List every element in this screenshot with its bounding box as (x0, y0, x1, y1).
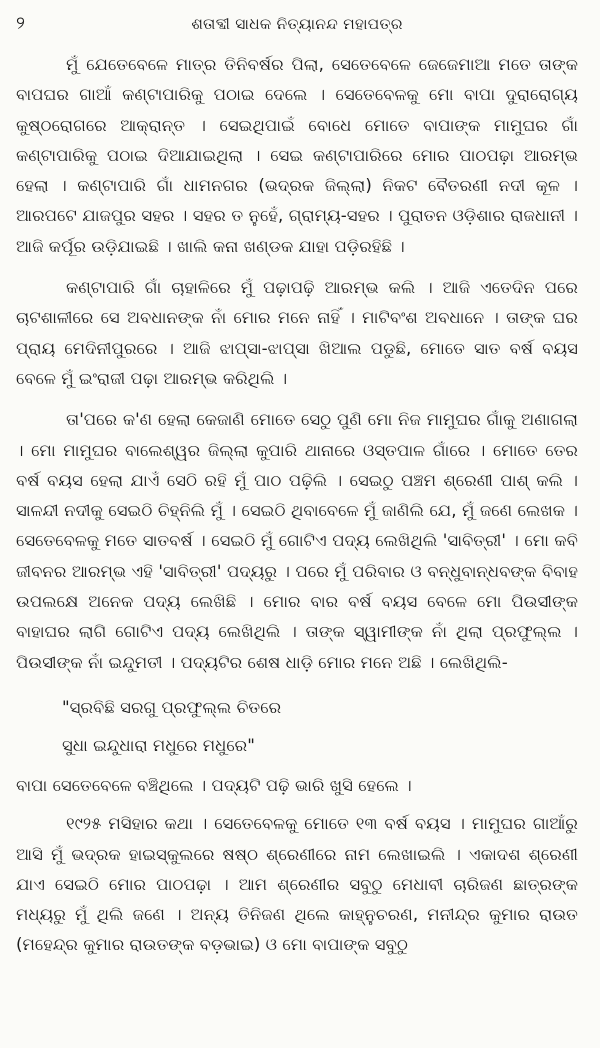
running-head (16, 14, 578, 50)
paragraph: କଣ୍ଟାପାରି ଗାଁ ଚାହାଳିରେ ମୁଁ ପଢ଼ାପଢ଼ି ଆରମ୍ଭ କଲି । ଆଜି ଏତେଦିନ ପରେ ଚାଟଶାଳୀରେ ସେ ଅବଧାନଙ୍କ ନାଁ ମୋର ମନେ ନାହିଁ । ମାଟିବଂଶ ଅବଧାନେ । ତାଙ୍କ ଘର ପ୍ରାୟ ମେଦିନୀପୁରରେ । ଆଜି ଝାପ୍‌ସା-ଝାପ୍‌ସା ଖିଆଲ ପଡୁଛି, ମୋତେ ସାତ ବର୍ଷ ବୟସ ବେଳେ ମୁଁ ଇଂରାଜୀ ପଢ଼ା ଆରମ୍ଭ କରିଥିଲି । (16, 278, 578, 388)
poem-line: "ସ୍ରବିଛି ସରଗୁ ପ୍ରଫୁଲ୍ଲ ଚିତରେ (62, 697, 282, 717)
paragraph: ମୁଁ ଯେତେବେଳେ ମାତ୍ର ତିନିବର୍ଷର ପିଲା, ସେତେବେଳେ ଜେଜେମାଆ ମତେ ତାଙ୍କ ବାପଘର ଗାଆଁ କଣ୍ଟାପାରିକୁ ପଠାଇ ଦେଲେ । ସେତେବେଳକୁ ମୋ ବାପା ଦୁରାରୋଗ୍ୟ କୁଷ୍ଠରୋଗରେ ଆକ୍ରାନ୍ତ । ସେଇଥିପାଇଁ ବୋଧେ ମୋତେ ବାପାଙ୍କ ମାମୁଘର ଗାଁ କଣ୍ଟାପାରିକୁ ପଠାଇ ଦିଆଯାଇଥିଲା । ସେଇ କଣ୍ଟାପାରିରେ ମୋର ପାଠପଢ଼ା ଆରମ୍ଭ ହେଲା । କଣ୍ଟାପାରି ଗାଁ ଧାମନଗର (ଭଦ୍ରକ ଜିଲ୍ଲା) ନିକଟ ବୈତରଣୀ ନଦୀ କୂଳ । ଆରପଟେ ଯାଜପୁର ସହର । ସହର ତ ନୁହେଁ, ଗ୍ରାମ୍ୟ-ସହର । ପୁରାତନ ଓଡ଼ିଶାର ରାଜଧାନୀ । ଆଜି କର୍ପୂର ଉଡ଼ିଯାଇଛି । ଖାଲି କନା ଖଣ୍ଡକ ଯାହା ପଡ଼ିରହିଛି । (16, 55, 578, 256)
paragraph: ବାପା ସେତେବେଳେ ବଞ୍ଚିଥିଲେ । ପଦ୍ୟଟି ପଢ଼ି ଭାରି ଖୁସି ହେଲେ । (16, 775, 412, 795)
paragraph: ତା'ପରେ କ'ଣ ହେଲା କେଜାଣି ମୋତେ ସେଠୁ ପୁଣି ମୋ ନିଜ ମାମୁଘର ଗାଁକୁ ଅଣାଗଲା । ମୋ ମାମୁଘର ବାଲେଶ୍ୱର ଜିଲ୍ଲା କୁପାରି ଥାନାରେ ଓସ୍ତପାଳ ଗାଁରେ । ମୋତେ ତେର ବର୍ଷ ବୟସ ହେଲା ଯାଏଁ ସେଠି ରହି ମୁଁ ପାଠ ପଢ଼ିଲି । ସେଇଠୁ ପଞ୍ଚମ ଶ୍ରେଣୀ ପାଶ୍ କଲି । ସାଳନ୍ଦୀ ନଦୀକୁ ସେଇଠି ଚିହ୍ନିଲି ମୁଁ । ସେଇଠି ଥିବାବେଳେ ମୁଁ ଜାଣିଲି ଯେ, ମୁଁ ଜଣେ ଲେଖକ । ସେତେବେଳକୁ ମତେ ସାତବର୍ଷ । ସେଇଠି ମୁଁ ଗୋଟିଏ ପଦ୍ୟ ଲେଖିଥିଲି 'ସାବିତ୍ରୀ' । ମୋ କବି ଜୀବନର ଆରମ୍ଭ ଏହି 'ସାବିତ୍ରୀ' ପଦ୍ୟରୁ । ପରେ ମୁଁ ପରିବାର ଓ ବନ୍ଧୁବାନ୍ଧବଙ୍କ ବିବାହ ଉପଲକ୍ଷେ ଅନେକ ପଦ୍ୟ ଲେଖିଛି । ମୋର ବାର ବର୍ଷ ବୟସ ବେଳେ ମୋ ପିଉସୀଙ୍କ ବାହାଘର ଲାଗି ଗୋଟିଏ ପଦ୍ୟ ଲେଖିଥିଲି । ତାଙ୍କ ସ୍ୱାମୀଙ୍କ ନାଁ ଥିଲା ପ୍ରଫୁଲ୍ଲ । ପିଉସୀଙ୍କ ନାଁ ଇନ୍ଦୁମତୀ । ପଦ୍ୟଟିର ଶେଷ ଧାଡ଼ି ମୋର ମନେ ଅଛି । ଲେଖିଥିଲି- (16, 410, 578, 672)
body-text (16, 50, 578, 961)
running-title: ଶତାବ୍ଦୀ ସାଧକ ନିତ୍ୟାନନ୍ଦ ମହାପତ୍ର (191, 15, 403, 33)
paragraph: ୧୯୨୫ ମସିହାର କଥା । ସେତେବେଳକୁ ମୋତେ ୧୩ ବର୍ଷ ବୟସ । ମାମୁଘର ଗାଆଁରୁ ଆସି ମୁଁ ଭଦ୍ରକ ହାଇସ୍କୁଲରେ ଷଷ୍ଠ ଶ୍ରେଣୀରେ ନାମ ଲେଖାଇଲି । ଏକାଦଶ ଶ୍ରେଣୀ ଯାଏ ସେଇଠି ମୋର ପାଠପଢ଼ା । ଆମ ଶ୍ରେଣୀର ସବୁଠୁ ମେଧାବୀ ଚାରିଜଣ ଛାତ୍ରଙ୍କ ମଧ୍ୟରୁ ମୁଁ ଥିଲି ଜଣେ । ଅନ୍ୟ ତିନିଜଣ ଥିଲେ କାହ୍ନୁଚରଣ, ମନୀନ୍ଦ୍ର କୁମାର ରାଉତ (ମହେନ୍ଦ୍ର କୁମାର ରାଉତଙ୍କ ବଡ଼ଭାଇ) ଓ ମୋ ବାପାଙ୍କ ସବୁଠୁ (16, 814, 578, 955)
poem-line: ସୁଧା ଇନ୍ଦୁଧାରା ମଧୁରେ ମଧୁରେ" (62, 735, 255, 755)
page-number: ୨ (16, 13, 25, 34)
poem-quote (16, 689, 578, 765)
